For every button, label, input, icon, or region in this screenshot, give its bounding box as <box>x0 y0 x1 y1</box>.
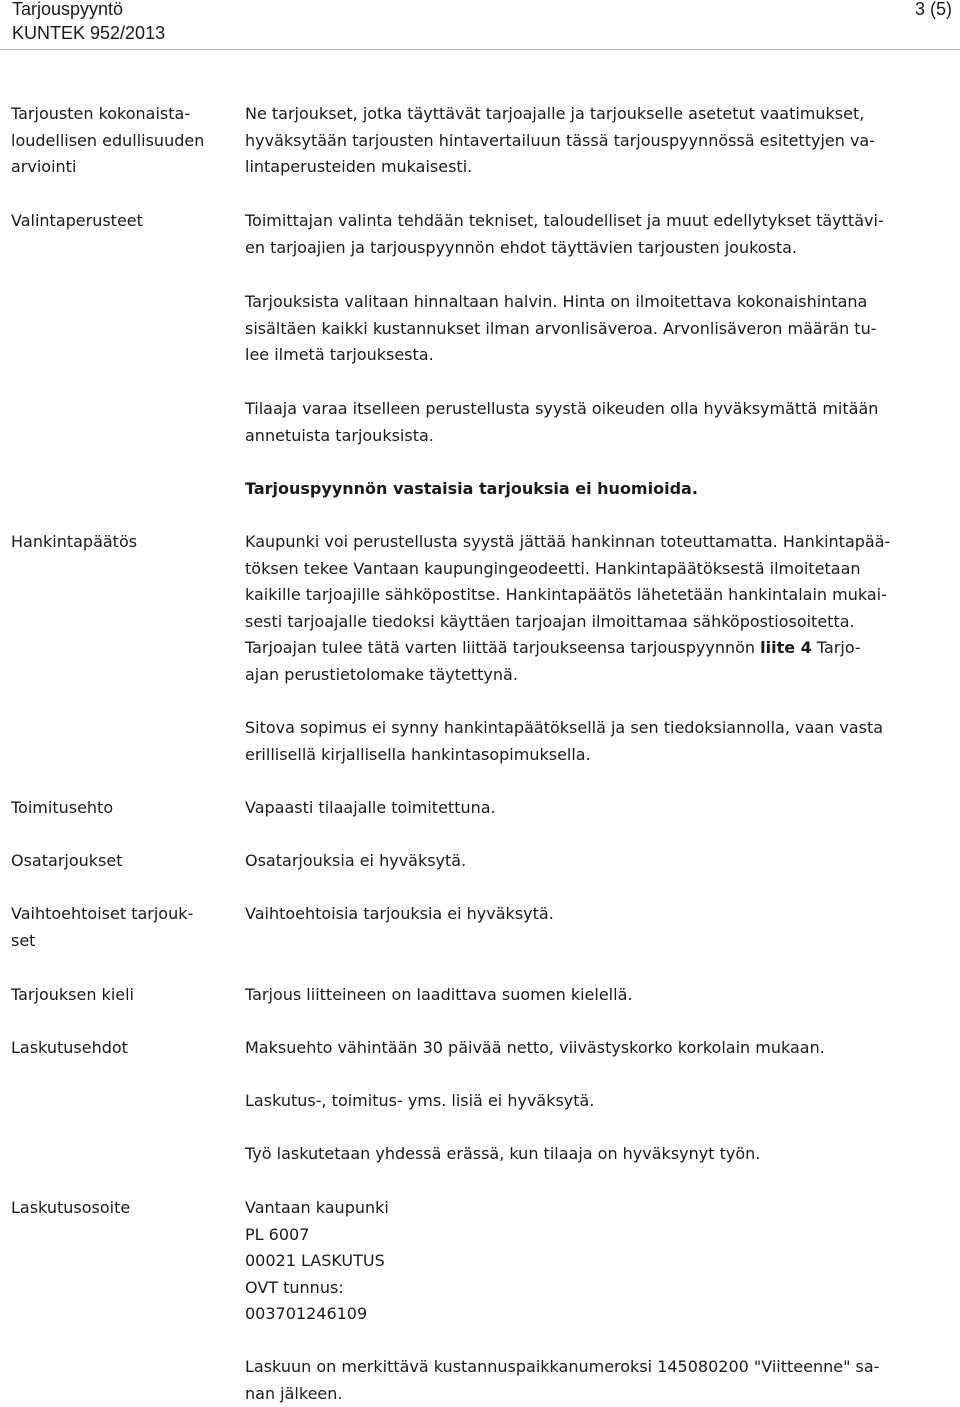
text-alternative: Vaihtoehtoisia tarjouksia ei hyväksytä. <box>245 904 554 923</box>
text-criteria-4: Tarjouspyynnön vastaisia tarjouksia ei huomioida. <box>245 479 698 498</box>
text-billing-2: Laskutus-, toimitus- yms. lisiä ei hyväksytä. <box>245 1091 595 1110</box>
text-criteria-3: Tilaaja varaa itselleen perustellusta syystä oikeuden olla hyväksymättä mitään annetuista tarjouksista. <box>245 399 879 445</box>
label-language: Tarjouksen kieli <box>11 985 134 1004</box>
decision-text-end: Tarjo- ajan perustietolomake täytettynä. <box>245 638 861 684</box>
text-billing-1: Maksuehto vähintään 30 päivää netto, viivästyskorko korkolain mukaan. <box>245 1038 825 1057</box>
text-billing-3: Työ laskutetaan yhdessä erässä, kun tilaaja on hyväksynyt työn. <box>245 1144 761 1163</box>
label-decision: Hankintapäätös <box>11 532 138 551</box>
label-partial: Osatarjoukset <box>11 851 123 870</box>
text-partial: Osatarjouksia ei hyväksytä. <box>245 851 467 870</box>
label-evaluation: Tarjousten kokonaista- loudellisen edullisuuden arviointi <box>11 104 205 176</box>
attachment-reference: liite 4 <box>760 638 812 657</box>
header-divider <box>0 49 960 50</box>
document-title: Tarjouspyyntö <box>12 0 124 19</box>
text-address: Vantaan kaupunki PL 6007 00021 LASKUTUS OVT tunnus: 003701246109 <box>245 1198 389 1323</box>
text-decision-1 <box>245 529 950 688</box>
text-evaluation: Ne tarjoukset, jotka täyttävät tarjoajalle ja tarjoukselle asetetut vaatimukset, hyväksytään tarjousten hintavertailuun tässä tarjouspyynnössä esitettyjen va- lintaperusteiden mukaisesti. <box>245 104 875 176</box>
label-criteria: Valintaperusteet <box>11 211 143 230</box>
page-header <box>0 0 960 50</box>
label-delivery: Toimitusehto <box>11 798 114 817</box>
text-address-note: Laskuun on merkittävä kustannuspaikkanumeroksi 145080200 "Viitteenne" sa- nan jälkeen. <box>245 1357 880 1403</box>
text-criteria-2: Tarjouksista valitaan hinnaltaan halvin. Hinta on ilmoitettava kokonaishintana sisältäen kaikki kustannukset ilman arvonlisäveroa. Arvonlisäveron määrän tu- lee ilmetä tarjouksesta. <box>245 292 877 364</box>
text-decision-2: Sitova sopimus ei synny hankintapäätöksellä ja sen tiedoksiannolla, vaan vasta erillisellä kirjallisella hankintasopimuksella. <box>245 718 884 764</box>
page-number: 3 (5) <box>914 0 952 19</box>
text-criteria-1: Toimittajan valinta tehdään tekniset, taloudelliset ja muut edellytykset täyttävi- en tarjoajien ja tarjouspyynnön ehdot täyttävien tarjousten joukosta. <box>245 211 884 257</box>
label-address: Laskutusosoite <box>11 1198 131 1217</box>
text-language: Tarjous liitteineen on laadittava suomen kielellä. <box>245 985 633 1004</box>
decision-text-start: Kaupunki voi perustellusta syystä jättää hankinnan toteuttamatta. Hankintapää- töksen tekee Vantaan kaupungingeodeetti. Hankintapäätöksestä ilmoitetaan kaikille tarjoajille sähköpostitse. Hankintapäätös lähetetään hankintalain mukai- sesti tarjoajalle tiedoksi käyttäen tarjoajan ilmoittamaa sähköpostiosoitetta. Tarjoajan tulee tätä varten liittää tarjoukseensa tarjouspyynnön <box>245 532 891 657</box>
label-alternative: Vaihtoehtoiset tarjouk- set <box>11 904 194 950</box>
label-billing: Laskutusehdot <box>11 1038 128 1057</box>
document-code: KUNTEK 952/2013 <box>12 23 166 43</box>
text-delivery: Vapaasti tilaajalle toimitettuna. <box>245 798 496 817</box>
